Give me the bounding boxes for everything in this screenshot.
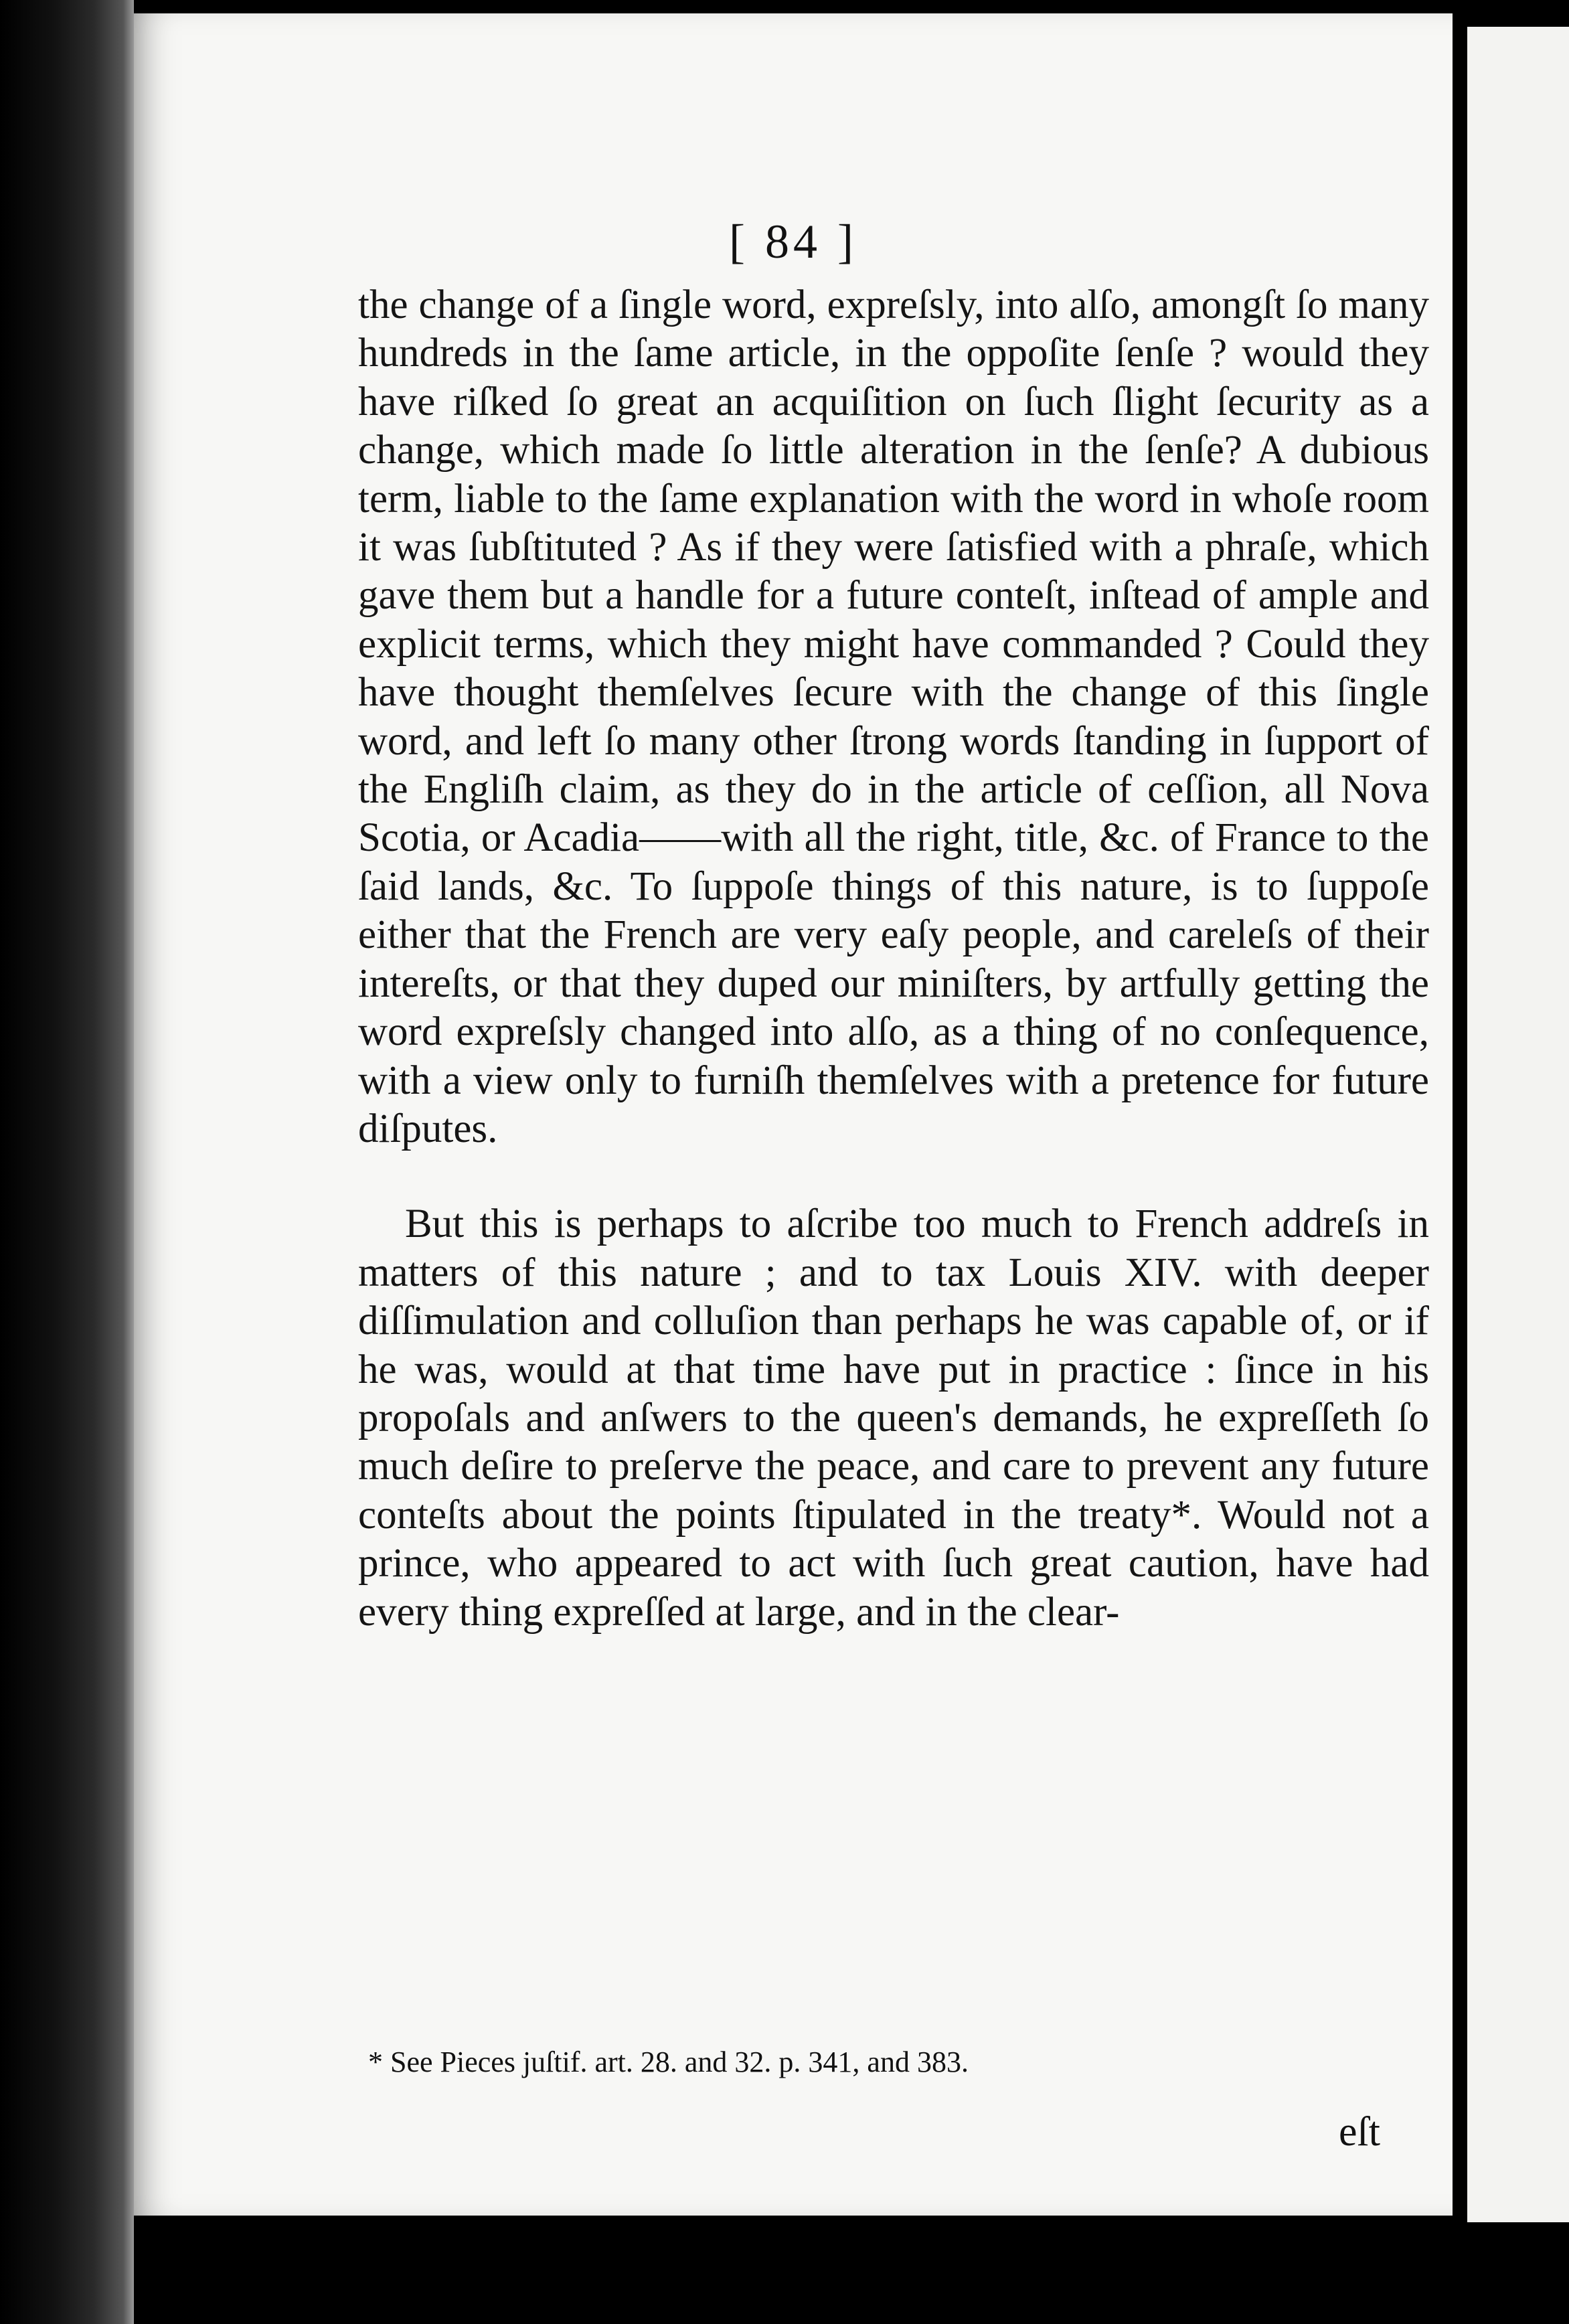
page-number-header: [ 84 ] [729, 215, 857, 268]
page-gutter [1453, 0, 1467, 2324]
body-text [358, 281, 1429, 1637]
paragraph-2: But this is perhaps to aſcribe too much to French addreſs in matters of this nature ; and to tax Louis XIV. with deeper diſſimulation and colluſion than perhaps he was capable of, or if he was, would at that time have put in practice : ſince in his propoſals and anſwers to the queen's demands, he expreſſeth ſo much deſire to preſerve the peace, and care to prevent any future conteſts about the points ſtipulated in the treaty*. Would not a prince, who appeared to act with ſuch great caution, have had every thing expreſſed at large, and in the clear- [358, 1201, 1429, 1635]
footnote: * See Pieces juſtif. art. 28. and 32. p. 341, and 383. [368, 2046, 969, 2078]
catchword: eſt [1339, 2109, 1380, 2155]
paragraph-1: the change of a ſingle word, expreſsly, into alſo, amongſt ſo many hundreds in the ſame article, in the oppoſite ſenſe ? would they have riſked ſo great an acquiſition on ſuch ſlight ſecurity as a change, which made ſo little alteration in the ſenſe? A dubious term, liable to the ſame explanation with the word in whoſe room it was ſubſtituted ? As if they were ſatisfied with a phraſe, which gave them but a handle for a future conteſt, inſtead of ample and explicit terms, which they might have commanded ? Could they have thought themſelves ſecure with the change of this ſingle word, and left ſo many other ſtrong words ſtanding in ſupport of the Engliſh claim, as they do in the article of ceſſion, all Nova Scotia, or Acadia——with all the right, title, &c. of France to the ſaid lands, &c. To ſuppoſe things of this nature, is to ſuppoſe either that the French are very eaſy people, and careleſs of their intereſts, or that they duped our miniſters, by artfully getting the word expreſsly changed into alſo, as a thing of no conſequence, with a view only to furniſh themſelves with a pretence for future diſputes. [358, 282, 1429, 1151]
book-page [134, 13, 1453, 2216]
facing-page-edge [1467, 27, 1569, 2222]
book-spine-shadow [0, 0, 134, 2324]
